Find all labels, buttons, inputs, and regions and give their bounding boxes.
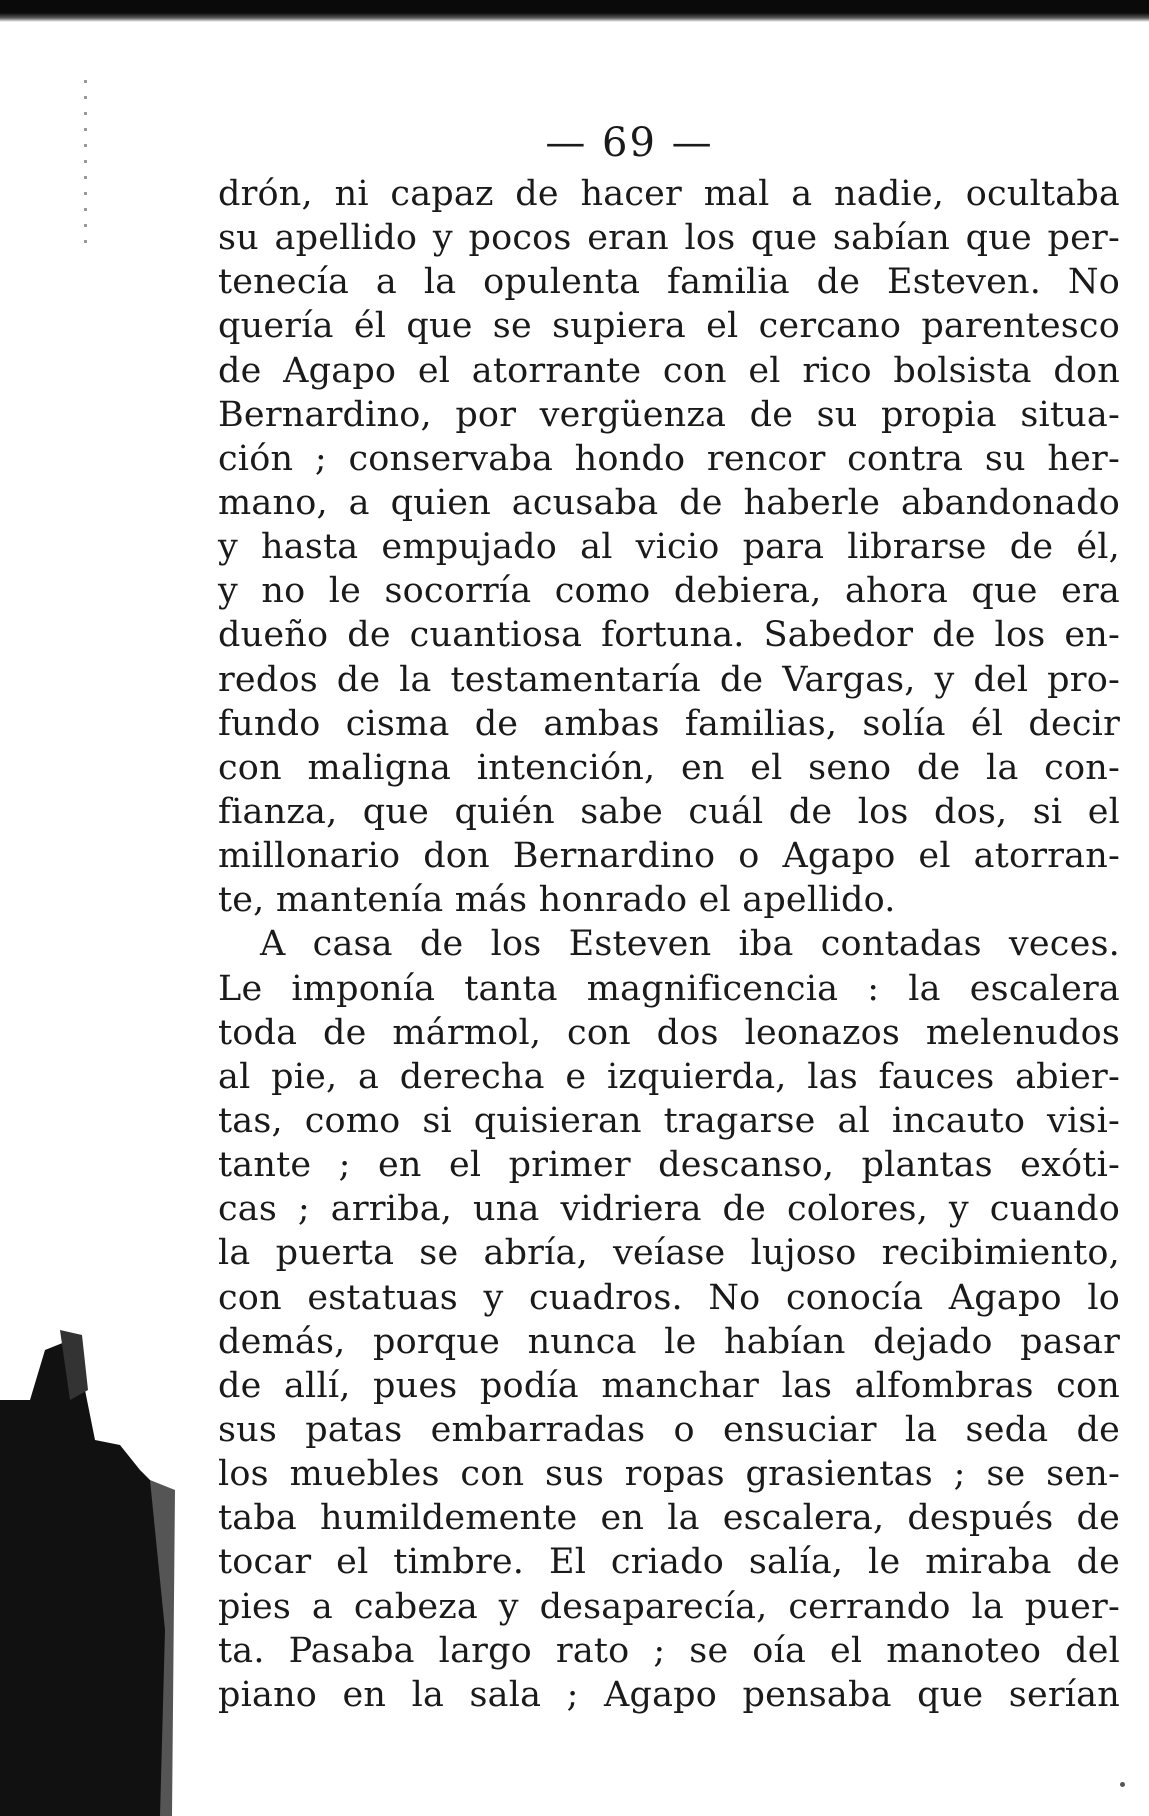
text-line: y hasta empujado al vicio para librarse de él, (218, 527, 1120, 568)
top-scan-border (0, 0, 1149, 22)
page-number: — 69 — (545, 120, 714, 166)
text-line: con estatuas y cuadros. No conocía Agapo lo (218, 1277, 1120, 1318)
text-line: demás, porque nunca le habían dejado pasar (218, 1321, 1120, 1362)
text-line: con maligna intención, en el seno de la con- (218, 747, 1120, 788)
text-line: al pie, a derecha e izquierda, las fauces abier- (218, 1056, 1120, 1097)
text-line: toda de mármol, con dos leonazos melenudos (218, 1012, 1120, 1053)
text-line: tante ; en el primer descanso, plantas exóti- (218, 1145, 1120, 1186)
text-line: drón, ni capaz de hacer mal a nadie, ocultaba (218, 174, 1120, 214)
text-line: tenecía a la opulenta familia de Esteven. No (218, 262, 1120, 303)
text-line: ta. Pasaba largo rato ; se oía el manoteo del (218, 1630, 1120, 1671)
text-line: sus patas embarradas o ensuciar la seda de (218, 1409, 1120, 1450)
text-line: cas ; arriba, una vidriera de colores, y cuando (218, 1189, 1120, 1230)
text-line: tas, como si quisieran tragarse al incauto visi- (218, 1100, 1120, 1141)
text-line: ción ; conservaba hondo rencor contra su her- (218, 438, 1120, 479)
text-line: y no le socorría como debiera, ahora que era (218, 571, 1120, 612)
text-line: mano, a quien acusaba de haberle abandonado (218, 482, 1120, 523)
text-line: millonario don Bernardino o Agapo el atorran- (218, 836, 1120, 877)
text-line: la puerta se abría, veíase lujoso recibimiento, (218, 1233, 1120, 1274)
text-line: tocar el timbre. El criado salía, le miraba de (218, 1542, 1120, 1583)
text-line: taba humildemente en la escalera, después de (218, 1498, 1120, 1539)
text-line: de Agapo el atorrante con el rico bolsista don (218, 350, 1120, 391)
print-speck (1120, 1782, 1125, 1787)
text-line: A casa de los Esteven iba contadas veces. (260, 924, 1120, 965)
text-line: te, mantenía más honrado el apellido. (218, 880, 896, 921)
text-line: pies a cabeza y desaparecía, cerrando la puer- (218, 1586, 1120, 1627)
text-line: Bernardino, por vergüenza de su propia situa- (218, 394, 1120, 435)
binding-shadow (0, 1330, 175, 1816)
text-line: Le imponía tanta magnificencia : la escalera (218, 968, 1120, 1009)
text-line: quería él que se supiera el cercano parentesco (218, 306, 1120, 347)
text-line: de allí, pues podía manchar las alfombras con (218, 1365, 1120, 1406)
text-line: fianza, que quién sabe cuál de los dos, si el (218, 791, 1120, 832)
text-line: los muebles con sus ropas grasientas ; se sen- (218, 1454, 1120, 1495)
text-line: redos de la testamentaría de Vargas, y del pro- (218, 659, 1120, 700)
text-line: su apellido y pocos eran los que sabían que per- (218, 218, 1120, 259)
body-text (218, 172, 1120, 1717)
text-line: dueño de cuantiosa fortuna. Sabedor de los en- (218, 615, 1120, 656)
text-line: fundo cisma de ambas familias, solía él decir (218, 703, 1120, 744)
text-line: piano en la sala ; Agapo pensaba que serían (218, 1674, 1120, 1715)
